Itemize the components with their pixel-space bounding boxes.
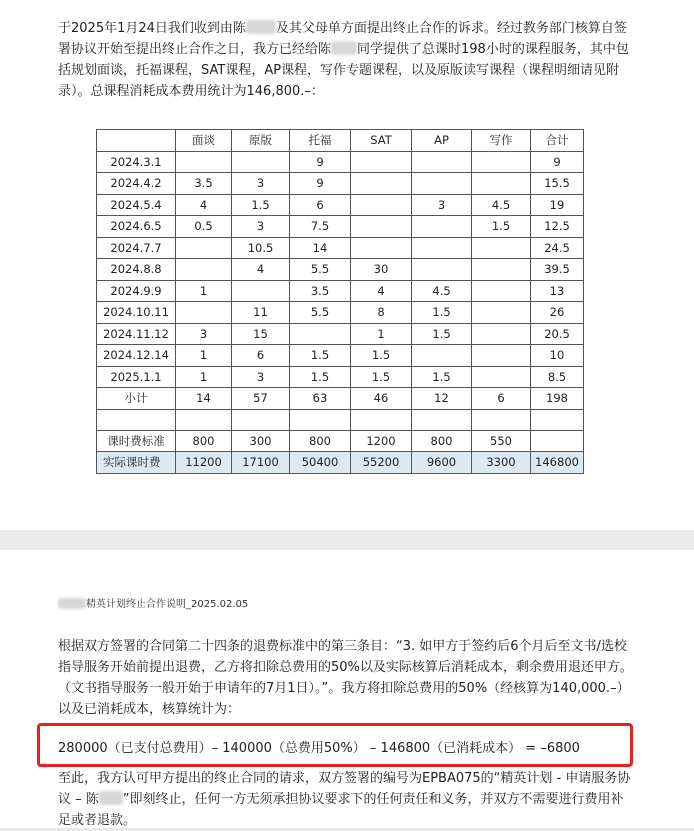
refund-clause-paragraph: 根据双方签署的合同第二十四条的退费标准中的第三条目：“3. 如甲方于签约后6个月后至文书/选校指导服务开始前提出退费，乙方将扣除总费用的50%以及实际核算后消耗成本，剩余费用退还甲方。（文书指导服务一般开始于申请年的7月1日）。”。我方将扣除总费用的50%（经核算为140,000.–）以及已消耗成本，核算统计为： [58,639,633,717]
calculation-formula: 280000（已支付总费用）– 140000（总费用50%） – 146800（已消耗成本） = –6800 [58,741,580,756]
table-cell: 24.5 [531,237,584,259]
table-cell: 550 [472,430,531,452]
table-cell: 15 [232,323,290,345]
table-cell: 1 [176,366,232,388]
table-cell: 1 [176,280,232,302]
table-cell: 6 [472,388,531,410]
table-cell [412,409,472,430]
table-cell: 50400 [290,452,351,474]
table-cell [412,345,472,367]
table-cell [472,237,531,259]
table-cell: 14 [290,237,351,259]
table-cell: 8 [351,302,412,324]
row-label: 2024.6.5 [97,216,176,238]
row-label: 小计 [97,388,176,410]
table-cell: 1.5 [412,366,472,388]
table-row [97,259,584,281]
table-cell: 12.5 [531,216,584,238]
redacted-name [58,598,86,609]
table-cell: 3 [412,194,472,216]
table-cell: 1.5 [232,194,290,216]
rate-row [97,430,584,452]
table-cell [412,151,472,173]
table-cell [472,345,531,367]
table-cell: 198 [531,388,584,410]
table-cell: 4 [232,259,290,281]
table-cell [176,151,232,173]
table-cell [290,323,351,345]
course-hours-table [96,129,584,474]
table-cell: 20.5 [531,323,584,345]
redacted-name [246,20,276,34]
table-cell: 19 [531,194,584,216]
table-cell: 3 [176,323,232,345]
table-cell: 3 [232,216,290,238]
table-cell: 15.5 [531,173,584,195]
table-cell: 托福 [290,130,351,152]
table-cell: 11200 [176,452,232,474]
table-cell: 合计 [531,130,584,152]
table-cell: 11 [232,302,290,324]
table-cell: 14 [176,388,232,410]
table-row [97,237,584,259]
table-cell: 13 [531,280,584,302]
row-label: 实际课时费 [97,452,176,474]
table-header-row [97,130,584,152]
table-cell [351,237,412,259]
table-cell: 1.5 [412,302,472,324]
table-cell [351,151,412,173]
table-cell: 1.5 [290,366,351,388]
table-cell: 55200 [351,452,412,474]
row-label: 2024.11.12 [97,323,176,345]
table-cell [290,409,351,430]
table-cell [412,259,472,281]
row-label: 2024.9.9 [97,280,176,302]
table-cell: 3 [232,173,290,195]
table-row [97,194,584,216]
table-cell: 8.5 [531,366,584,388]
table-row [97,345,584,367]
table-cell: 3300 [472,452,531,474]
intro-paragraph: 于2025年1月24日我们收到由陈 及其父母单方面提出终止合作的诉求。经过教务部门核算自签署协议开始至提出终止合作之日，我方已经给陈 同学提供了总课时198小时的课程服务，其中包括规划面谈，托福课程，SAT课程，AP课程，写作专题课程，以及原版读写课程（课程明细请见附录）。总课程消耗成本费用统计为146,800.–： [58,21,629,99]
table-cell: 1.5 [412,323,472,345]
table-cell: 3.5 [176,173,232,195]
row-label: 课时费标准 [97,430,176,452]
table-cell [472,151,531,173]
table-cell: 26 [531,302,584,324]
table-cell [472,323,531,345]
row-label: 2024.10.11 [97,302,176,324]
table-cell [176,302,232,324]
table-row [97,388,584,410]
table-cell: 原版 [232,130,290,152]
table-cell [472,280,531,302]
table-row [97,302,584,324]
table-cell: 6 [232,345,290,367]
table-cell: 300 [232,430,290,452]
row-label: 2024.7.7 [97,237,176,259]
table-cell [472,409,531,430]
table-cell [472,259,531,281]
table-cell: 1.5 [351,366,412,388]
table-cell [176,237,232,259]
table-cell: 1.5 [472,216,531,238]
row-label: 2025.1.1 [97,366,176,388]
table-cell [412,237,472,259]
table-cell: 5.5 [290,259,351,281]
table-row [97,151,584,173]
table-cell [531,430,584,452]
table-cell: 63 [290,388,351,410]
table-cell [472,173,531,195]
table-cell [472,302,531,324]
table-cell: 12 [412,388,472,410]
table-cell: 9 [290,151,351,173]
table-cell: 800 [176,430,232,452]
table-cell: 9 [531,151,584,173]
table-cell: 3 [232,366,290,388]
table-cell: SAT [351,130,412,152]
document-title: 精英计划终止合作说明_2025.02.05 [58,595,248,610]
table-cell [351,409,412,430]
table-cell: 5.5 [290,302,351,324]
table-cell: 10.5 [232,237,290,259]
table-cell: 3.5 [290,280,351,302]
row-label [97,130,176,152]
table-cell: 800 [412,430,472,452]
closing-paragraph: 至此，我方认可甲方提出的终止合同的请求，双方签署的编号为EPBA075的“精英计划 - 申请服务协议 – 陈 ”即刻终止，任何一方无须承担协议要求下的任何责任和义务，并双方不需要进行费用补足或者退款。 [58,771,631,828]
table-cell: 4 [351,280,412,302]
table-cell: 7.5 [290,216,351,238]
table-cell: 30 [351,259,412,281]
table-cell: AP [412,130,472,152]
table-cell: 1 [351,323,412,345]
table-cell: 面谈 [176,130,232,152]
row-label: 2024.8.8 [97,259,176,281]
redacted-name [99,791,123,805]
table-row [97,216,584,238]
blank-row [97,409,584,430]
table-cell: 800 [290,430,351,452]
table-cell: 写作 [472,130,531,152]
table-cell: 1200 [351,430,412,452]
table-cell [232,409,290,430]
table-row [97,323,584,345]
table-cell: 17100 [232,452,290,474]
table-cell: 4.5 [412,280,472,302]
table-cell: 57 [232,388,290,410]
table-cell: 46 [351,388,412,410]
table-cell: 6 [290,194,351,216]
table-cell [232,151,290,173]
table-cell [472,366,531,388]
row-label [97,409,176,430]
table-cell: 1 [176,345,232,367]
page-gap [0,530,694,550]
table-cell: 146800 [531,452,584,474]
table-row [97,280,584,302]
table-cell: 9600 [412,452,472,474]
table-cell [351,216,412,238]
table-cell [351,194,412,216]
table-row [97,366,584,388]
table-cell [412,173,472,195]
table-cell [412,216,472,238]
table-cell: 9 [290,173,351,195]
table-cell: 0.5 [176,216,232,238]
table-cell: 10 [531,345,584,367]
table-cell: 1.5 [290,345,351,367]
table-cell: 39.5 [531,259,584,281]
table-cell: 1.5 [351,345,412,367]
table-cell: 4.5 [472,194,531,216]
table-cell [232,280,290,302]
row-label: 2024.3.1 [97,151,176,173]
actual-fee-row [97,452,584,474]
redacted-name [331,41,357,55]
table-cell: 4 [176,194,232,216]
table-cell [351,173,412,195]
row-label: 2024.4.2 [97,173,176,195]
table-cell [176,409,232,430]
table-cell [531,409,584,430]
table-row [97,173,584,195]
row-label: 2024.5.4 [97,194,176,216]
row-label: 2024.12.14 [97,345,176,367]
table-cell [176,259,232,281]
